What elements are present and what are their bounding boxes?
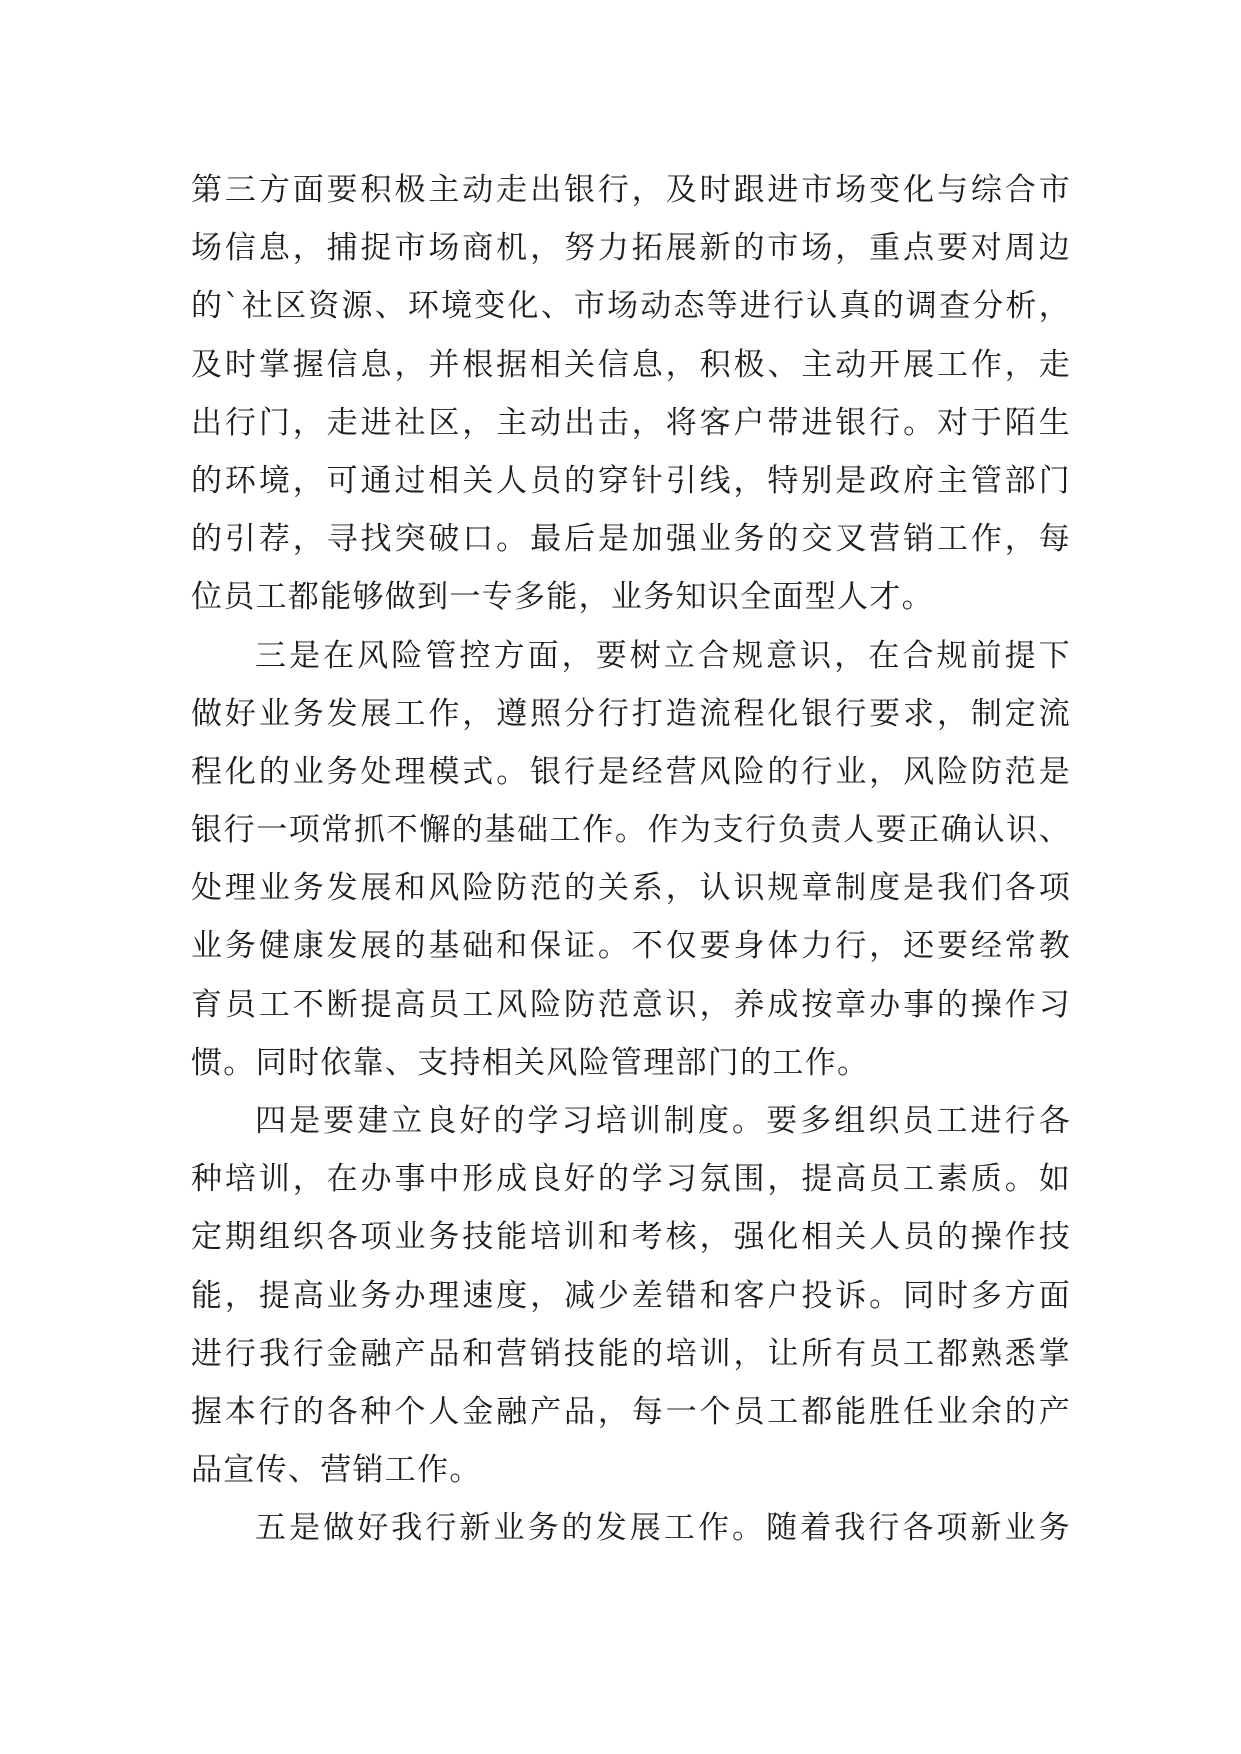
text-line: 种培训，在办事中形成良好的学习氛围，提高员工素质。如 [191,1161,1071,1198]
text-line: 品宣传、营销工作。 [191,1452,482,1489]
document-body [191,161,1071,1558]
text-line: 场信息，捕捉市场商机，努力拓展新的市场，重点要对周边 [191,230,1071,267]
text-line: 四是要建立良好的学习培训制度。要多组织员工进行各 [255,1103,1071,1139]
text-line: 位员工都能够做到一专多能，业务知识全面型人才。 [191,579,934,616]
text-line: 及时掌握信息，并根据相关信息，积极、主动开展工作，走 [191,346,1071,383]
text-line: 五是做好我行新业务的发展工作。随着我行各项新业务 [255,1510,1071,1547]
text-line: 进行我行金融产品和营销技能的培训，让所有员工都熟悉掌 [191,1335,1071,1372]
text-line: 育员工不断提高员工风险防范意识，养成按章办事的操作习 [191,986,1071,1023]
text-line: 做好业务发展工作，遵照分行打造流程化银行要求，制定流 [191,695,1071,732]
text-line: 三是在风险管控方面，要树立合规意识，在合规前提下 [255,637,1071,674]
text-line: 惯。同时依靠、支持相关风险管理部门的工作。 [191,1044,870,1081]
text-line: 的`社区资源、环境变化、市场动态等进行认真的调查分析， [191,288,1071,325]
text-line: 出行门，走进社区，主动出击，将客户带进银行。对于陌生 [191,404,1071,441]
text-line: 处理业务发展和风险防范的关系，认识规章制度是我们各项 [191,870,1071,907]
text-line: 握本行的各种个人金融产品，每一个员工都能胜任业余的产 [191,1393,1071,1430]
text-line: 银行一项常抓不懈的基础工作。作为支行负责人要正确认识、 [191,812,1071,849]
text-line: 的引荐，寻找突破口。最后是加强业务的交叉营销工作，每 [191,521,1071,558]
text-line: 业务健康发展的基础和保证。不仅要身体力行，还要经常教 [191,928,1071,965]
text-line: 的环境，可通过相关人员的穿针引线，特别是政府主管部门 [191,462,1071,499]
text-line: 定期组织各项业务技能培训和考核，强化相关人员的操作技 [191,1219,1071,1256]
text-line: 第三方面要积极主动走出银行，及时跟进市场变化与综合市 [191,172,1071,208]
text-line: 能，提高业务办理速度，减少差错和客户投诉。同时多方面 [191,1277,1071,1314]
text-line: 程化的业务处理模式。银行是经营风险的行业，风险防范是 [191,753,1071,790]
